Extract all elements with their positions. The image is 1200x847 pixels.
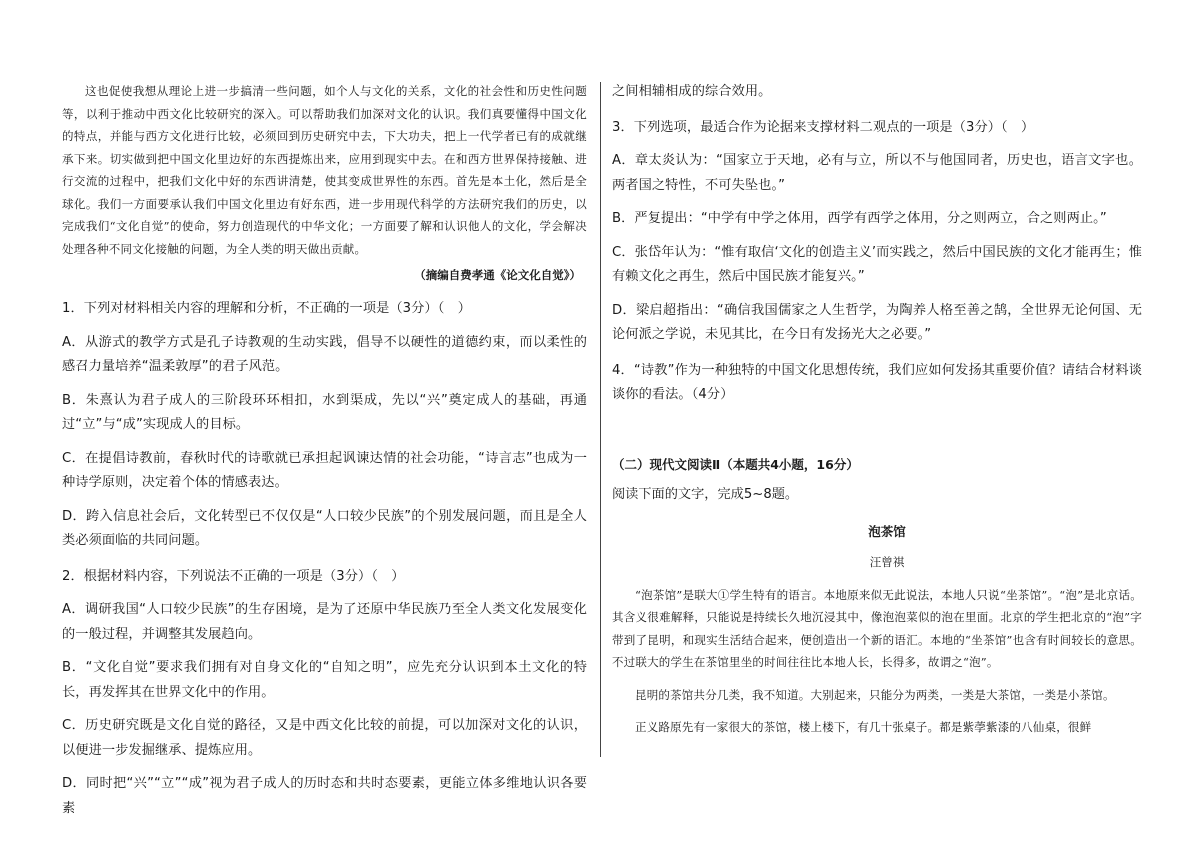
story-paragraph: 正义路原先有一家很大的茶馆，楼上楼下，有几十张桌子。都是紫荸紫漆的八仙桌，很鲜 bbox=[635, 720, 1092, 734]
question-2-option-b: B．“文化自觉”要求我们拥有对自身文化的“自知之明”，应先充分认识到本土文化的特长，再发挥其在世界文化中的作用。 bbox=[62, 660, 587, 700]
question-2: 2．根据材料内容，下列说法不正确的一项是（3分）（ ） bbox=[62, 568, 405, 584]
left-column bbox=[62, 80, 587, 821]
right-column bbox=[612, 80, 1142, 739]
question-1: 1．下列对材料相关内容的理解和分析，不正确的一项是（3分）（ ） bbox=[62, 301, 472, 316]
question-3-option-c: C．张岱年认为：“惟有取信‘文化的创造主义’而实践之，然后中国民族的文化才能再生；惟有赖文化之再生，然后中国民族才能复兴。” bbox=[612, 244, 1142, 284]
story-author: 汪曾祺 bbox=[869, 554, 905, 569]
story-paragraph: “泡茶馆”是联大①学生特有的语言。本地原来似无此说法，本地人只说“坐茶馆”。“泡”是北京话。其含义很难解释，只能说是持续长久地沉浸其中，像泡泡菜似的泡在里面。北京的学生把北京的“泡”字带到了昆明，和现实生活结合起来，便创造出一个新的语汇。本地的“坐茶馆”也含有时间较长的意思。不过联大的学生在茶馆里坐的时间往往比本地人长，长得多，故谓之“泡”。 bbox=[612, 587, 1142, 669]
question-4: 4．“诗教”作为一种独特的中国文化思想传统，我们应如何发扬其重要价值？请结合材料谈谈你的看法。（4分） bbox=[612, 362, 1142, 402]
section-heading: （二）现代文阅读Ⅱ（本题共4小题，16分） bbox=[612, 456, 859, 472]
question-1-option-c: C．在提倡诗教前，春秋时代的诗歌就已承担起讽谏达情的社会功能，“诗言志”也成为一种诗学原则，决定着个体的情感表达。 bbox=[62, 450, 587, 490]
question-3-option-b: B．严复提出：“中学有中学之体用，西学有西学之体用，分之则两立，合之则两止。” bbox=[612, 211, 1107, 226]
question-2-option-c: C．历史研究既是文化自觉的路径，又是中西文化比较的前提，可以加深对文化的认识，以便进一步发掘继承、提炼应用。 bbox=[62, 718, 587, 758]
question-2-option-d: D．同时把“兴”“立”“成”视为君子成人的历时态和共时态要素，更能立体多维地认识各要素 bbox=[62, 776, 587, 816]
column-divider bbox=[600, 82, 601, 757]
question-2-option-d-continued: 之间相辅相成的综合效用。 bbox=[612, 84, 772, 99]
question-1-option-b: B．朱熹认为君子成人的三阶段环环相扣，水到渠成，先以“兴”奠定成人的基础，再通过“立”与“成”实现成人的目标。 bbox=[62, 392, 587, 432]
reading-instruction: 阅读下面的文字，完成5~8题。 bbox=[612, 486, 799, 502]
question-3-option-d: D．梁启超指出：“确信我国儒家之人生哲学，为陶养人格至善之鹄，全世界无论何国、无论何派之学说，未见其比，在今日有发扬光大之必要。” bbox=[612, 302, 1142, 342]
question-1-option-d: D．跨入信息社会后，文化转型已不仅仅是“人口较少民族”的个别发展问题，而且是全人类必须面临的共同问题。 bbox=[62, 508, 587, 548]
question-1-option-a: A．从游式的教学方式是孔子诗教观的生动实践，倡导不以硬性的道德约束，而以柔性的感召力量培养“温柔敦厚”的君子风范。 bbox=[62, 334, 587, 374]
question-2-option-a: A．调研我国“人口较少民族”的生存困境，是为了还原中华民族乃至全人类文化发展变化的一般过程，并调整其发展趋向。 bbox=[62, 602, 587, 642]
story-paragraph: 昆明的茶馆共分几类，我不知道。大别起来，只能分为两类，一类是大茶馆，一类是小茶馆。 bbox=[635, 687, 1115, 702]
passage-paragraph: 这也促使我想从理论上进一步搞清一些问题，如个人与文化的关系，文化的社会性和历史性问题等，以利于推动中西文化比较研究的深入。可以帮助我们加深对文化的认识。我们真要懂得中国文化的特点，并能与西方文化进行比较，必须回到历史研究中去，下大功夫，把上一代学者已有的成就继承下来。切实做到把中国文化里边好的东西提炼出来，应用到现实中去。在和西方世界保持接触、进行交流的过程中，把我们文化中好的东西讲清楚，使其变成世界性的东西。首先是本土化，然后是全球化。我们一方面要承认我们中国文化里边有好东西，进一步用现代科学的方法研究我们的历史，以完成我们“文化自觉”的使命，努力创造现代的中华文化；一方面要了解和认识他人的文化，学会解决处理各种不同文化接触的问题，为全人类的明天做出贡献。 bbox=[62, 84, 587, 256]
story-title: 泡茶馆 bbox=[868, 523, 906, 539]
passage-source: （摘编自费孝通《论文化自觉》） bbox=[414, 268, 581, 282]
question-3: 3．下列选项，最适合作为论据来支撑材料二观点的一项是（3分）（ ） bbox=[612, 119, 1035, 135]
question-3-option-a: A．章太炎认为：“国家立于天地，必有与立，所以不与他国同者，历史也，语言文字也。两者国之特性，不可失坠也。” bbox=[612, 153, 1142, 193]
